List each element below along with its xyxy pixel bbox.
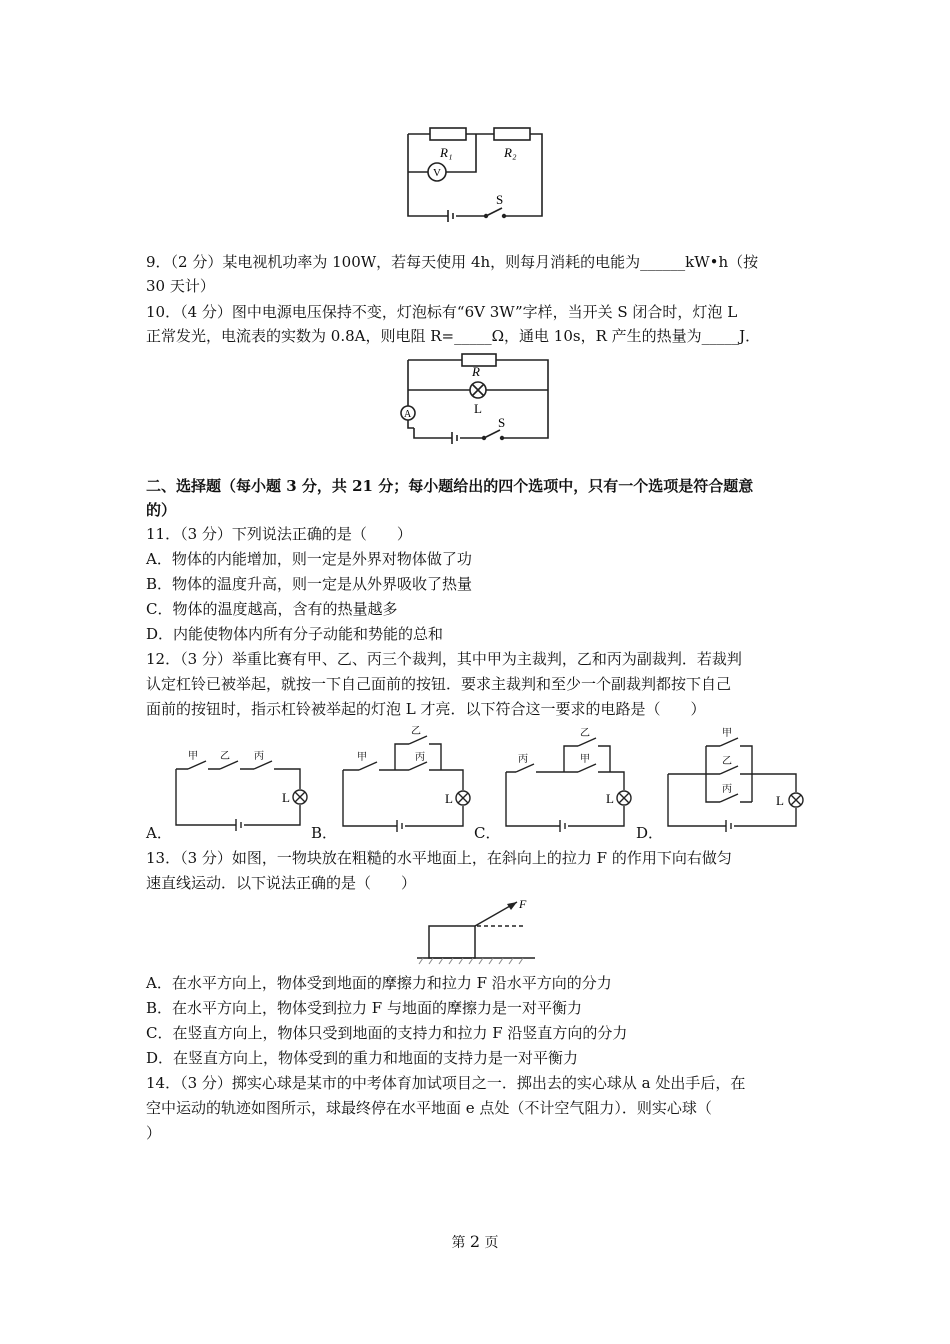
q11-option-d: D．内能使物体内所有分子动能和势能的总和 bbox=[146, 625, 444, 643]
switch-yi-label: 乙 bbox=[220, 751, 230, 762]
q11-stem: 11．（3 分）下列说法正确的是（ ） bbox=[146, 525, 412, 543]
q12-line3: 面前的按钮时，指示杠铃被举起的灯泡 L 才亮．以下符合这一要求的电路是（ ） bbox=[146, 700, 706, 718]
lamp-label: L bbox=[606, 791, 614, 806]
switch-yi-label: 乙 bbox=[580, 728, 590, 739]
circuit-option-d bbox=[662, 722, 808, 835]
switch-yi-label: 乙 bbox=[411, 726, 421, 737]
lamp-label: L bbox=[776, 793, 784, 808]
q12-line2: 认定杠铃已被举起，就按一下自己面前的按钮．要求主裁判和至少一个副裁判都按下自己 bbox=[146, 675, 732, 693]
page-prefix: 第 bbox=[451, 1235, 466, 1251]
q10-line1: 10．（4 分）图中电源电压保持不变，灯泡标有“6V 3W”字样，当开关 S 闭合时，灯泡 L bbox=[146, 303, 738, 321]
switch-yi-label: 乙 bbox=[722, 756, 732, 767]
resistor-label: R bbox=[472, 364, 480, 379]
circuit-option-b bbox=[335, 722, 475, 835]
page-suffix: 页 bbox=[484, 1235, 499, 1251]
switch-jia-label: 甲 bbox=[357, 752, 367, 763]
q13-line1: 13．（3 分）如图，一物块放在粗糙的水平地面上，在斜向上的拉力 F 的作用下向右做匀 bbox=[146, 849, 732, 867]
switch-bing-label: 丙 bbox=[415, 752, 425, 763]
lamp-label: L bbox=[474, 401, 482, 416]
switch-bing-label: 丙 bbox=[254, 751, 264, 762]
q14-line3: ） bbox=[146, 1124, 162, 1142]
q11-option-a: A．物体的内能增加，则一定是外界对物体做了功 bbox=[146, 550, 472, 568]
switch-jia-label: 甲 bbox=[580, 754, 590, 765]
r1-label: R₁ bbox=[440, 145, 453, 160]
switch-bing-label: 丙 bbox=[722, 784, 732, 795]
q10-line2: 正常发光，电流表的实数为 0.8A，则电阻 R=_____Ω，通电 10s，R 产生的热量为_____J． bbox=[146, 327, 761, 345]
q13-line2: 速直线运动．以下说法正确的是（ ） bbox=[146, 874, 417, 892]
q13-option-a: A．在水平方向上，物体受到地面的摩擦力和拉力 F 沿水平方向的分力 bbox=[146, 974, 612, 992]
lamp-label: L bbox=[282, 790, 290, 805]
switch-bing-label: 丙 bbox=[518, 754, 528, 765]
option-d-letter: D． bbox=[636, 824, 664, 842]
circuit-option-a bbox=[170, 745, 310, 835]
ammeter-label: A bbox=[404, 409, 412, 420]
circuit-option-c bbox=[498, 722, 638, 835]
page-number: 2 bbox=[469, 1232, 481, 1251]
voltmeter-label: V bbox=[433, 167, 441, 179]
q9-line1: 9．（2 分）某电视机功率为 100W，若每天使用 4h，则每月消耗的电能为______kW•h（按 bbox=[146, 253, 759, 271]
circuit-figure-q8 bbox=[400, 124, 550, 224]
switch-jia-label: 甲 bbox=[188, 751, 198, 762]
r2-label: R₂ bbox=[504, 145, 517, 160]
q13-option-c: C．在竖直方向上，物体只受到地面的支持力和拉力 F 沿竖直方向的分力 bbox=[146, 1024, 628, 1042]
switch-label: S bbox=[498, 415, 506, 430]
q11-option-c: C．物体的温度越高，含有的热量越多 bbox=[146, 600, 398, 618]
option-c-letter: C． bbox=[474, 824, 501, 842]
force-label: F bbox=[519, 897, 527, 911]
q14-line1: 14．（3 分）掷实心球是某市的中考体育加试项目之一．掷出去的实心球从 a 处出手后，在 bbox=[146, 1074, 746, 1092]
switch-jia-label: 甲 bbox=[722, 728, 732, 739]
lamp-label: L bbox=[445, 791, 453, 806]
q11-option-b: B．物体的温度升高，则一定是从外界吸收了热量 bbox=[146, 575, 473, 593]
circuit-figure-q10 bbox=[398, 350, 558, 446]
section-heading-line1: 二、选择题（每小题 3 分，共 21 分；每小题给出的四个选项中，只有一个选项是符合题意 bbox=[146, 477, 754, 495]
q13-option-b: B．在水平方向上，物体受到拉力 F 与地面的摩擦力是一对平衡力 bbox=[146, 999, 582, 1017]
q14-line2: 空中运动的轨迹如图所示，球最终停在水平地面 e 点处（不计空气阻力）．则实心球（ bbox=[146, 1099, 712, 1117]
option-a-letter: A． bbox=[146, 824, 172, 842]
option-b-letter: B． bbox=[311, 824, 338, 842]
q13-option-d: D．在竖直方向上，物体受到的重力和地面的支持力是一对平衡力 bbox=[146, 1049, 579, 1067]
page-footer bbox=[0, 1232, 950, 1252]
force-diagram-q13 bbox=[405, 894, 545, 968]
q9-line2: 30 天计） bbox=[146, 277, 215, 295]
q12-line1: 12．（3 分）举重比赛有甲、乙、丙三个裁判，其中甲为主裁判，乙和丙为副裁判．若裁判 bbox=[146, 650, 742, 668]
switch-label: S bbox=[496, 192, 504, 207]
section-heading-line2: 的） bbox=[146, 501, 177, 519]
